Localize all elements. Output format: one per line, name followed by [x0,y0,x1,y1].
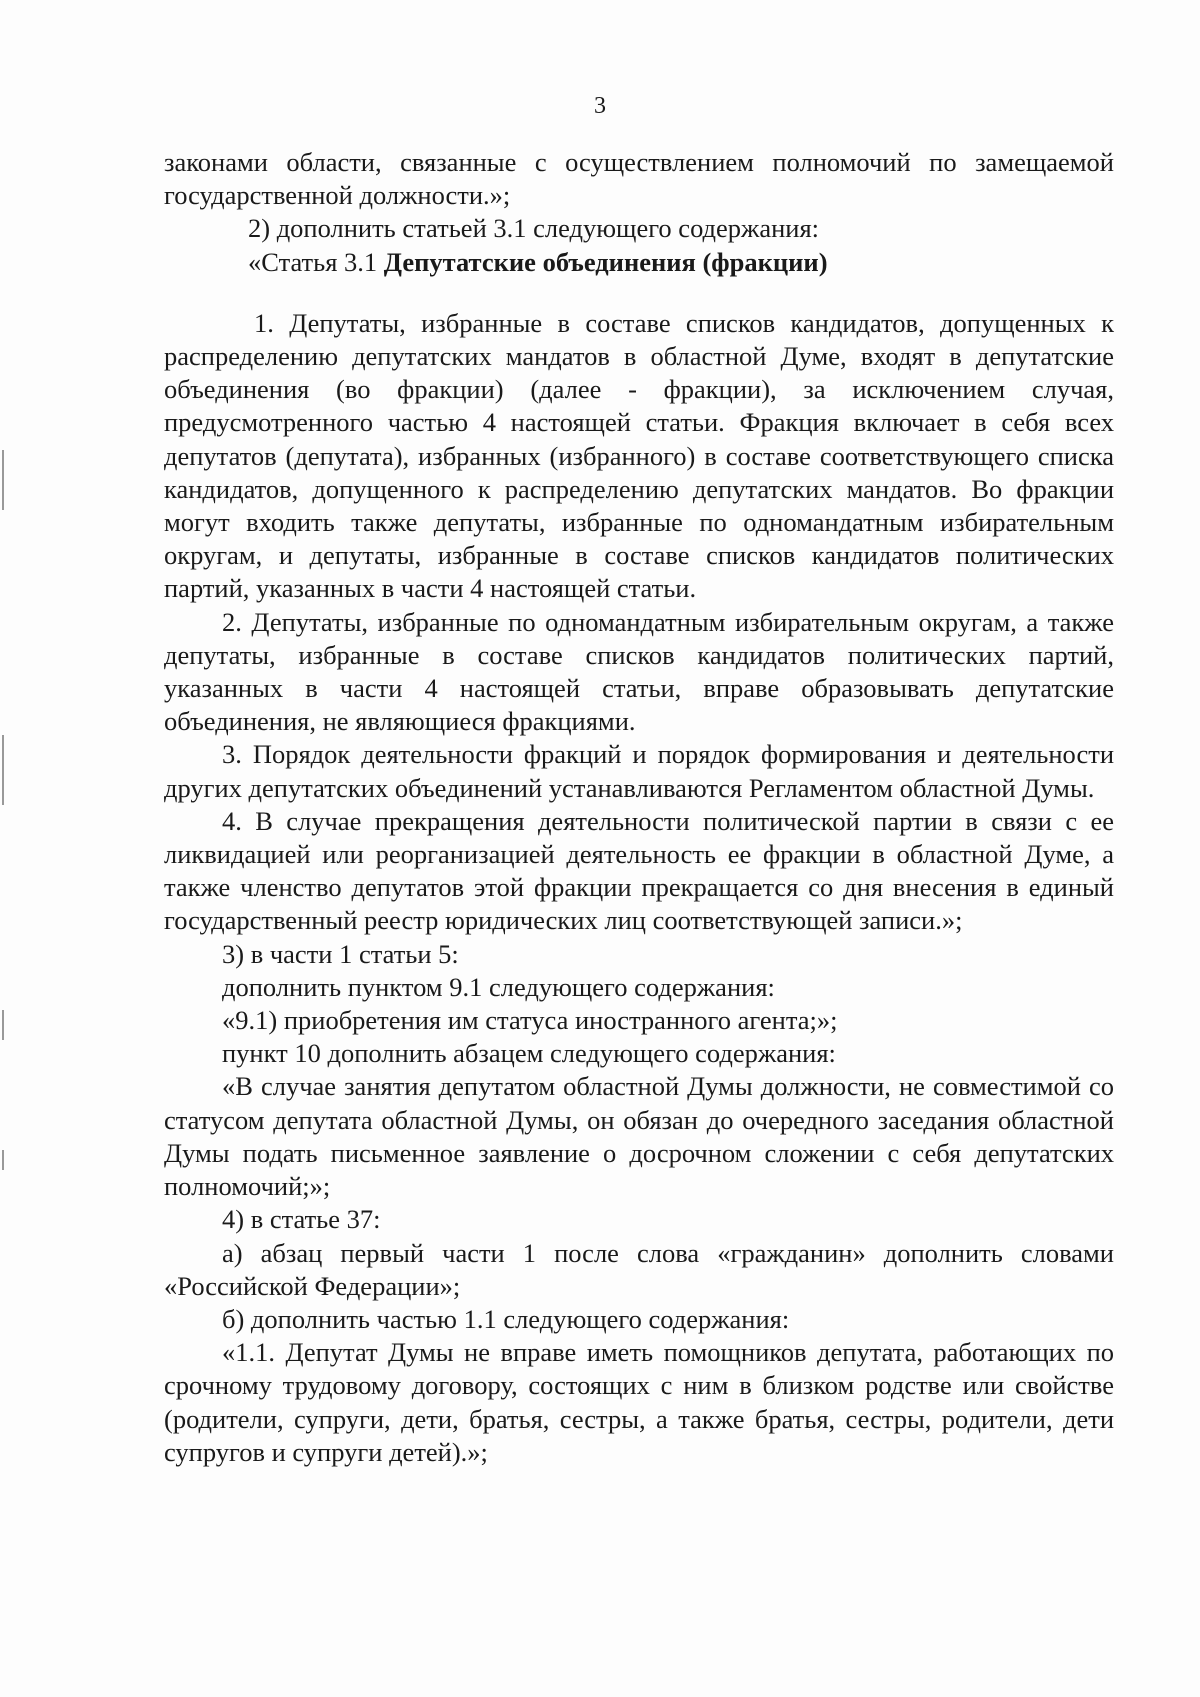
paragraph: а) абзац первый части 1 после слова «гражданин» дополнить словами «Российской Федерации»; [164,1237,1114,1301]
scan-edge-mark [2,1010,4,1040]
paragraph: пункт 10 дополнить абзацем следующего содержания: [222,1038,836,1069]
article-number: «Статья 3.1 [248,246,384,277]
scan-edge-mark [2,735,4,805]
page-number: 3 [594,93,606,119]
scan-edge-mark [2,1150,4,1170]
paragraph: б) дополнить частью 1.1 следующего содержания: [222,1303,790,1334]
paragraph: законами области, связанные с осуществлением полномочий по замещаемой государственной должности.»; [164,147,1114,211]
paragraph: 4. В случае прекращения деятельности политической партии в связи с ее ликвидацией или реорганизацией деятельность ее фракции в областной Думе, а также членство депутатов этой фракции прекращается со дня внесения в единый государственный реестр юридических лиц соответствующей записи.»; [164,805,1114,936]
article-heading [164,246,1114,279]
paragraph: 3. Порядок деятельности фракций и порядок формирования и деятельности других депутатских объединений устанавливаются Регламентом областной Думы. [164,739,1114,803]
paragraph: 2) дополнить статьей 3.1 следующего содержания: [248,213,820,244]
paragraph: «9.1) приобретения им статуса иностранного агента;»; [222,1005,838,1036]
paragraph: «1.1. Депутат Думы не вправе иметь помощников депутата, работающих по срочному трудовому договору, состоящих с ним в близком родстве или свойстве (родители, супруги, дети, братья, сестры, а также братья, сестры, родители, дети супругов и супруги детей).»; [164,1337,1114,1467]
article-title: Депутатские объединения (фракции) [383,246,828,277]
paragraph: 3) в части 1 статьи 5: [222,938,459,969]
paragraph: дополнить пунктом 9.1 следующего содержания: [222,971,775,1002]
scan-edge-mark [2,450,4,510]
document-body [164,146,1114,1469]
spacer [164,279,1114,307]
paragraph: «В случае занятия депутатом областной Думы должности, не совместимой со статусом депутата областной Думы, он обязан до очередного заседания областной Думы подать письменное заявление о досрочном сложении с себя депутатских полномочий;»; [164,1071,1114,1202]
paragraph: 1. Депутаты, избранные в составе списков кандидатов, допущенных к распределению депутатских мандатов в областной Думе, входят в депутатские объединения (во фракции) (далее - фракции), за исключением случая, предусмотренного частью 4 настоящей статьи. Фракция включает в себя всех депутатов (депутата), избранных (избранного) в составе соответствующего списка кандидатов, допущенного к распределению депутатских мандатов. Во фракции могут входить также депутаты, избранные по одномандатным избирательным округам, и депутаты, избранные в составе списков кандидатов политических партий, указанных в части 4 настоящей статьи. [164,307,1114,604]
paragraph: 2. Депутаты, избранные по одномандатным избирательным округам, а также депутаты, избранные в составе списков кандидатов политических партий, указанных в части 4 настоящей статьи, вправе образовывать депутатские объединения, не являющиеся фракциями. [164,606,1114,737]
paragraph: 4) в статье 37: [222,1204,381,1235]
